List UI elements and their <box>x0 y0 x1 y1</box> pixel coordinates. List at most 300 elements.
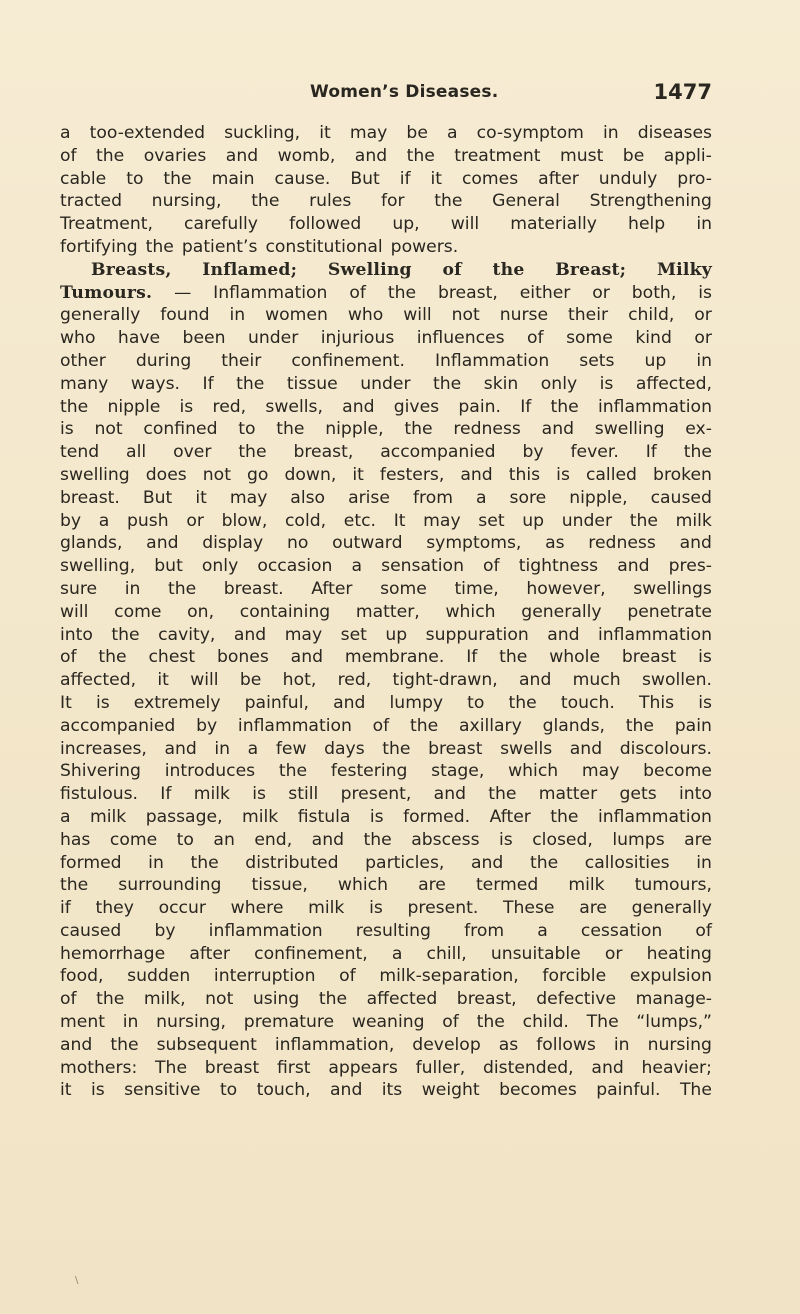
word: tumours, <box>634 875 712 896</box>
word: and <box>225 145 259 166</box>
word: or <box>604 943 623 964</box>
word: first <box>276 1057 311 1078</box>
word: manage- <box>635 989 712 1010</box>
heading-word: Breasts, <box>91 259 172 280</box>
word: a <box>351 556 363 577</box>
word: containing <box>239 601 331 622</box>
word: matter <box>538 784 598 805</box>
word: nursing, <box>156 1012 227 1033</box>
text-line <box>60 920 712 943</box>
word: come <box>109 829 158 850</box>
word: blow, <box>221 510 268 531</box>
word: arise <box>348 487 390 508</box>
word: to <box>126 168 144 189</box>
word: The <box>586 1012 619 1033</box>
word: carefully <box>184 214 258 235</box>
word: the <box>238 442 267 463</box>
word: present, <box>340 784 412 805</box>
text-line <box>60 532 712 555</box>
page-number: 1477 <box>653 80 712 104</box>
word: into <box>60 624 93 645</box>
word: formed. <box>403 806 471 827</box>
word: the <box>683 442 712 463</box>
word: women <box>265 305 328 326</box>
word: swellings <box>633 578 712 599</box>
word: and <box>460 464 493 485</box>
heading-word: Inflamed; <box>202 259 298 280</box>
text-line <box>60 624 712 647</box>
word: If <box>160 784 172 805</box>
word: may <box>581 761 620 782</box>
word: are <box>579 898 607 919</box>
word: too-extended <box>89 123 205 143</box>
word: festers, <box>379 464 445 485</box>
word: display <box>202 533 264 554</box>
word: red, <box>337 670 372 691</box>
word: child, <box>628 305 675 326</box>
word: the <box>476 1012 505 1033</box>
word: the <box>433 373 462 394</box>
word: ment <box>60 1012 105 1033</box>
word: — <box>174 282 192 303</box>
word: by <box>60 510 82 531</box>
word: all <box>126 442 147 463</box>
word: and <box>290 647 323 668</box>
word: the <box>382 738 411 759</box>
word: not <box>202 464 231 485</box>
text-line <box>60 897 712 920</box>
word: some <box>566 328 613 349</box>
word: been <box>182 328 226 349</box>
word: tracted <box>60 191 123 212</box>
word: the <box>406 145 435 166</box>
heading-word: the <box>492 259 525 280</box>
word: unduly <box>598 168 658 189</box>
word: their <box>568 305 609 326</box>
word: to <box>238 419 256 440</box>
word: appli- <box>663 145 712 166</box>
word: subsequent <box>156 1034 257 1055</box>
word: or <box>592 282 610 303</box>
word: is <box>698 282 712 303</box>
word: followed <box>289 214 362 235</box>
word: however, <box>526 578 606 599</box>
word: generally <box>60 305 141 326</box>
word: fever. <box>570 442 619 463</box>
word: sensation <box>381 556 464 577</box>
word: child. <box>522 1012 569 1033</box>
word: termed <box>475 875 539 896</box>
word: and <box>233 624 267 645</box>
word: food, <box>60 966 104 987</box>
word: it <box>430 168 443 189</box>
word: in <box>122 1012 139 1033</box>
word: has <box>60 829 91 850</box>
word: main <box>211 168 255 189</box>
word: suckling, <box>224 123 301 143</box>
word: and <box>342 396 375 417</box>
running-title: Women’s Diseases. <box>310 82 499 102</box>
word: is <box>556 464 570 485</box>
word: breast, <box>293 442 354 463</box>
word: nipple, <box>325 419 384 440</box>
word: the <box>236 373 265 394</box>
text-line <box>60 646 712 669</box>
word: the <box>550 396 579 417</box>
word: affected, <box>635 373 712 394</box>
text-line <box>60 1034 712 1057</box>
word: cable <box>60 168 107 189</box>
word: tend <box>60 442 100 463</box>
word: sudden <box>127 966 191 987</box>
word: not <box>94 419 123 440</box>
word: and <box>433 784 466 805</box>
word: powers. <box>390 236 459 257</box>
word: the <box>276 419 305 440</box>
word: generally <box>631 898 712 919</box>
word: a <box>60 806 71 827</box>
word: no <box>286 533 309 554</box>
word: forcible <box>542 966 607 987</box>
text-line <box>60 145 712 168</box>
word: and <box>354 145 388 166</box>
word: If <box>466 647 478 668</box>
word: Shivering <box>60 761 141 782</box>
word: the <box>387 282 417 303</box>
word: pro- <box>677 168 712 189</box>
word: If <box>202 373 214 394</box>
text-line <box>60 510 712 533</box>
word: If <box>520 396 532 417</box>
word: help <box>628 214 666 235</box>
word: glands, <box>60 533 123 554</box>
word: may <box>349 123 388 143</box>
word: caused <box>650 487 712 508</box>
word: premature <box>243 1012 335 1033</box>
word: present. <box>407 898 479 919</box>
word: breast, <box>437 282 498 303</box>
word: breast <box>428 738 483 759</box>
word: unsuitable <box>490 943 581 964</box>
word: gives <box>393 396 440 417</box>
word: tissue <box>286 373 338 394</box>
word: breast. <box>60 487 120 508</box>
word: is <box>95 692 110 713</box>
word: appears <box>328 1057 398 1078</box>
word: whole <box>549 647 601 668</box>
word: both, <box>631 282 677 303</box>
word: will <box>60 601 89 622</box>
word: membrane. <box>344 647 445 668</box>
word: follows <box>536 1034 596 1055</box>
word: up <box>644 350 667 371</box>
text-line <box>60 1057 712 1080</box>
word: come <box>114 601 162 622</box>
word: of <box>372 715 390 736</box>
word: is <box>90 1080 105 1101</box>
word: redness <box>588 533 656 554</box>
word: bones <box>216 647 269 668</box>
word: inflammation <box>598 624 712 645</box>
word: milk <box>193 784 230 805</box>
word: milk-separation, <box>379 966 519 987</box>
word: the <box>96 145 125 166</box>
word: inflammation <box>598 396 712 417</box>
word: It <box>393 510 406 531</box>
word: resulting <box>355 920 431 941</box>
text-line <box>60 168 712 191</box>
word: in <box>696 852 712 873</box>
word: found <box>160 305 210 326</box>
word: other <box>60 350 106 371</box>
word: of <box>442 1012 459 1033</box>
word: during <box>135 350 192 371</box>
word: the <box>318 989 348 1010</box>
word: broken <box>653 464 712 485</box>
word: The <box>679 1080 712 1101</box>
word: is <box>60 419 74 440</box>
word: of <box>60 647 77 668</box>
word: from <box>412 487 453 508</box>
text-line <box>60 350 712 373</box>
word: it <box>319 123 331 143</box>
word: weight <box>421 1080 480 1101</box>
word: or <box>694 328 712 349</box>
word: set <box>340 624 367 645</box>
word: milk, <box>143 989 186 1010</box>
word: increases, <box>60 738 147 759</box>
word: caused <box>60 920 122 941</box>
word: passage, <box>145 806 223 827</box>
text-line <box>60 943 712 966</box>
word: General <box>492 191 560 212</box>
word: fistulous. <box>60 784 139 805</box>
word: the <box>167 578 197 599</box>
word: injurious <box>320 328 395 349</box>
word: cavity, <box>158 624 216 645</box>
word: generally <box>521 601 602 622</box>
word: the <box>625 715 654 736</box>
word: down, <box>284 464 337 485</box>
word: some <box>380 578 427 599</box>
word: fuller, <box>415 1057 466 1078</box>
word: to <box>176 829 194 850</box>
word: the <box>508 692 537 713</box>
word: it <box>352 464 364 485</box>
word: the <box>499 647 528 668</box>
word: skin <box>483 373 519 394</box>
text-line <box>60 236 712 259</box>
word: the <box>60 875 89 896</box>
word: still <box>288 784 319 805</box>
heading-word: Swelling <box>327 259 412 280</box>
word: does <box>145 464 187 485</box>
word: is <box>499 829 513 850</box>
text-line <box>60 988 712 1011</box>
word: of <box>349 282 366 303</box>
word: the <box>410 715 439 736</box>
word: stage, <box>431 761 485 782</box>
word: nursing, <box>151 191 222 212</box>
word: the <box>111 624 140 645</box>
word: may <box>284 624 323 645</box>
word: after <box>189 943 230 964</box>
text-line <box>60 806 712 829</box>
word: swollen. <box>641 670 712 691</box>
word: tight-drawn, <box>392 670 498 691</box>
word: hot, <box>282 670 317 691</box>
word: many <box>60 373 109 394</box>
text-line <box>60 122 712 145</box>
word: days <box>324 738 365 759</box>
word: milk <box>568 875 605 896</box>
word: of <box>483 556 500 577</box>
text-line <box>60 487 712 510</box>
text-line <box>60 1079 712 1102</box>
word: the <box>434 191 463 212</box>
word: formed <box>60 852 122 873</box>
word: up <box>522 510 545 531</box>
word: cold, <box>284 510 327 531</box>
running-head <box>60 82 712 110</box>
word: is <box>369 806 384 827</box>
word: surrounding <box>118 875 222 896</box>
word: milk <box>675 510 712 531</box>
word: in <box>696 350 712 371</box>
word: must <box>559 145 604 166</box>
word: constitutional <box>265 236 383 257</box>
word: of <box>60 989 77 1010</box>
word: inflammation <box>237 715 352 736</box>
word: in <box>229 305 246 326</box>
heading-line <box>60 259 712 282</box>
body-text <box>60 122 712 1102</box>
word: nursing <box>647 1034 712 1055</box>
word: and <box>569 738 603 759</box>
text-line <box>60 852 712 875</box>
word: from <box>464 920 505 941</box>
text-line <box>60 304 712 327</box>
text-line <box>60 464 712 487</box>
word: on, <box>187 601 215 622</box>
word: affected, <box>60 670 137 691</box>
word: touch, <box>256 1080 311 1101</box>
word: tissue, <box>251 875 308 896</box>
word: festering <box>330 761 408 782</box>
word: not <box>451 305 480 326</box>
word: breast <box>204 1057 260 1078</box>
word: heating <box>646 943 712 964</box>
word: in <box>696 214 712 235</box>
word: symptoms, <box>426 533 522 554</box>
word: where <box>230 898 284 919</box>
word: or <box>694 305 712 326</box>
word: if <box>399 168 411 189</box>
word: swelling, <box>60 556 136 577</box>
word: up <box>385 624 408 645</box>
text-line <box>60 213 712 236</box>
word: rules <box>309 191 352 212</box>
text-line <box>60 396 712 419</box>
word: chill, <box>426 943 467 964</box>
word: few <box>275 738 307 759</box>
word: the <box>110 1034 139 1055</box>
word: in <box>124 578 141 599</box>
word: becomes <box>499 1080 577 1101</box>
text-line <box>60 783 712 806</box>
text-line <box>60 692 712 715</box>
word: by <box>522 442 544 463</box>
word: develop <box>412 1034 481 1055</box>
heading-word: of <box>442 259 462 280</box>
word: only <box>540 373 578 394</box>
word: sure <box>60 578 98 599</box>
word: This <box>638 692 675 713</box>
text-line <box>60 373 712 396</box>
text-line <box>60 965 712 988</box>
word: a <box>60 123 71 143</box>
word: affected <box>366 989 438 1010</box>
text-line <box>60 578 712 601</box>
word: red, <box>212 396 247 417</box>
word: discolours. <box>619 738 712 759</box>
word: inflammation <box>597 806 712 827</box>
word: this <box>508 464 541 485</box>
text-line <box>60 327 712 350</box>
word: over <box>173 442 212 463</box>
word: and <box>311 829 344 850</box>
word: as <box>545 533 565 554</box>
word: the <box>163 168 192 189</box>
word: accompanied <box>380 442 496 463</box>
word: Strengthening <box>589 191 712 212</box>
word: pain <box>674 715 712 736</box>
word: confinement, <box>254 943 368 964</box>
text-line <box>60 669 712 692</box>
word: may <box>423 510 461 531</box>
word: confined <box>143 419 218 440</box>
word: go <box>246 464 269 485</box>
word: co-symptom <box>476 123 584 143</box>
word: pain. <box>458 396 501 417</box>
word: set <box>478 510 505 531</box>
word: under <box>360 373 411 394</box>
word: is <box>698 692 712 713</box>
word: lumps <box>612 829 665 850</box>
word: matter, <box>355 601 420 622</box>
word: is <box>599 373 614 394</box>
word: an <box>213 829 235 850</box>
word: the <box>363 829 392 850</box>
word: be <box>406 123 428 143</box>
word: accompanied <box>60 715 176 736</box>
word: painful. <box>596 1080 661 1101</box>
word: nipple, <box>569 487 628 508</box>
word: the <box>278 761 308 782</box>
text-line <box>60 715 712 738</box>
word: the <box>145 236 174 257</box>
word: diseases <box>637 123 712 143</box>
word: and <box>547 624 580 645</box>
word: swells, <box>265 396 323 417</box>
word: the <box>251 191 280 212</box>
word: ex- <box>685 419 712 440</box>
word: either <box>519 282 571 303</box>
word: expulsion <box>629 966 712 987</box>
text-line <box>60 601 712 624</box>
word: kind <box>635 328 672 349</box>
word: swelling <box>594 419 665 440</box>
